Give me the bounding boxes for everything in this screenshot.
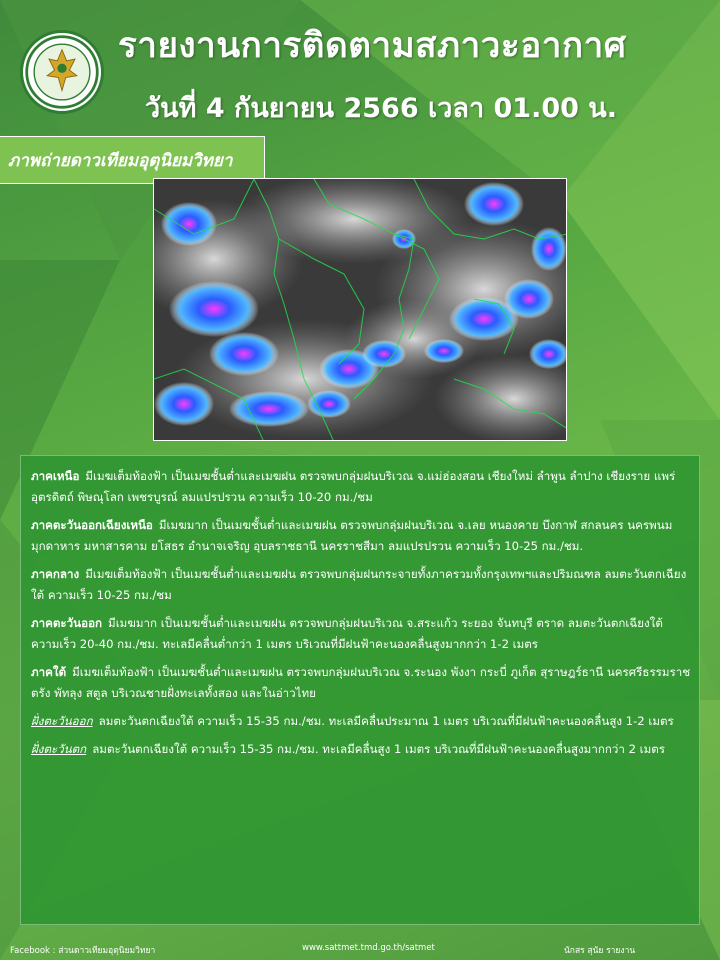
region-label: ภาคตะวันออก [31, 616, 103, 630]
region-text: มีเมฆมาก เป็นเมฆชั้นต่ำและเมฆฝน ตรวจพบกลุ่มฝนบริเวณ จ.เลย หนองคาย บึงกาฬ สกลนคร นครพนม มุกดาหาร มหาสารคาม ยโสธร อำนาจเจริญ อุบลราชธานี นครราชสีมา ลมแปรปรวน ความเร็ว 10-25 กม./ชม. [31, 518, 673, 553]
region-label: ภาคตะวันออกเฉียงเหนือ [31, 518, 153, 532]
region-text: มีเมฆเต็มท้องฟ้า เป็นเมฆชั้นต่ำและเมฆฝน ตรวจพบกลุ่มฝนบริเวณ จ.แม่ฮ่องสอน เชียงใหม่ ลำพูน ลำปาง เชียงราย แพร่ อุตรดิตถ์ พิษณุโลก เพชรบูรณ์ ลมแปรปรวน ความเร็ว 10-20 กม./ชม [31, 469, 676, 504]
coast-label: ฝั่งตะวันตก [31, 742, 87, 756]
coast-east [31, 711, 691, 732]
region-label: ภาคใต้ [31, 665, 67, 679]
footer [0, 938, 720, 960]
footer-website: www.sattmet.tmd.go.th/satmet [302, 943, 435, 953]
region-north [31, 466, 691, 508]
region-central [31, 564, 691, 606]
coast-text: ลมตะวันตกเฉียงใต้ ความเร็ว 15-35 กม./ชม. ทะเลมีคลื่นประมาณ 1 เมตร บริเวณที่มีฝนฟ้าคะนองคลื่นสูง 1-2 เมตร [98, 714, 674, 728]
coast-label: ฝั่งตะวันออก [31, 714, 93, 728]
meteorological-department-logo [20, 30, 104, 114]
region-south [31, 662, 691, 704]
region-east [31, 613, 691, 655]
deity-emblem-icon [23, 33, 101, 111]
region-text: มีเมฆเต็มท้องฟ้า เป็นเมฆชั้นต่ำและเมฆฝน ตรวจพบกลุ่มฝนกระจายทั้งภาครวมทั้งกรุงเทพฯและปริมณฑล ลมตะวันตกเฉียงใต้ ความเร็ว 10-25 กม./ชม [31, 567, 687, 602]
section-label: ภาพถ่ายดาวเทียมอุตุนิยมวิทยา [8, 150, 233, 171]
region-text: มีเมฆเต็มท้องฟ้า เป็นเมฆชั้นต่ำและเมฆฝน ตรวจพบกลุ่มฝนบริเวณ จ.ระนอง พังงา กระบี่ ภูเก็ต สุราษฎร์ธานี นครศรีธรรมราช ตรัง พัทลุง สตูล บริเวณชายฝั่งทะเลทั้งสอง และในอ่าวไทย [31, 665, 691, 700]
region-label: ภาคกลาง [31, 567, 80, 581]
weather-report-panel [20, 455, 700, 925]
report-date: วันที่ 4 กันยายน 2566 เวลา 01.00 น. [145, 93, 618, 124]
coast-west [31, 739, 691, 760]
page-title: รายงานการติดตามสภาวะอากาศ [118, 26, 627, 66]
footer-reporter: นักสร สุนัย รายงาน [564, 946, 636, 956]
footer-facebook: Facebook : ส่วนดาวเทียมอุตุนิยมวิทยา [10, 946, 156, 956]
coast-text: ลมตะวันตกเฉียงใต้ ความเร็ว 15-35 กม./ชม. ทะเลมีคลื่นสูง 1 เมตร บริเวณที่มีฝนฟ้าคะนองคลื่นสูงมากกว่า 2 เมตร [92, 742, 666, 756]
region-northeast [31, 515, 691, 557]
section-banner [0, 136, 265, 184]
region-label: ภาคเหนือ [31, 469, 80, 483]
region-text: มีเมฆมาก เป็นเมฆชั้นต่ำและเมฆฝน ตรวจพบกลุ่มฝนบริเวณ จ.สระแก้ว ระยอง จันทบุรี ตราด ลมตะวันตกเฉียงใต้ ความเร็ว 20-40 กม./ชม. ทะเลมีคลื่นต่ำกว่า 1 เมตร บริเวณที่มีฝนฟ้าคะนองคลื่นสูงมากกว่า 1-2 เมตร [31, 616, 663, 651]
satellite-image [153, 178, 567, 441]
